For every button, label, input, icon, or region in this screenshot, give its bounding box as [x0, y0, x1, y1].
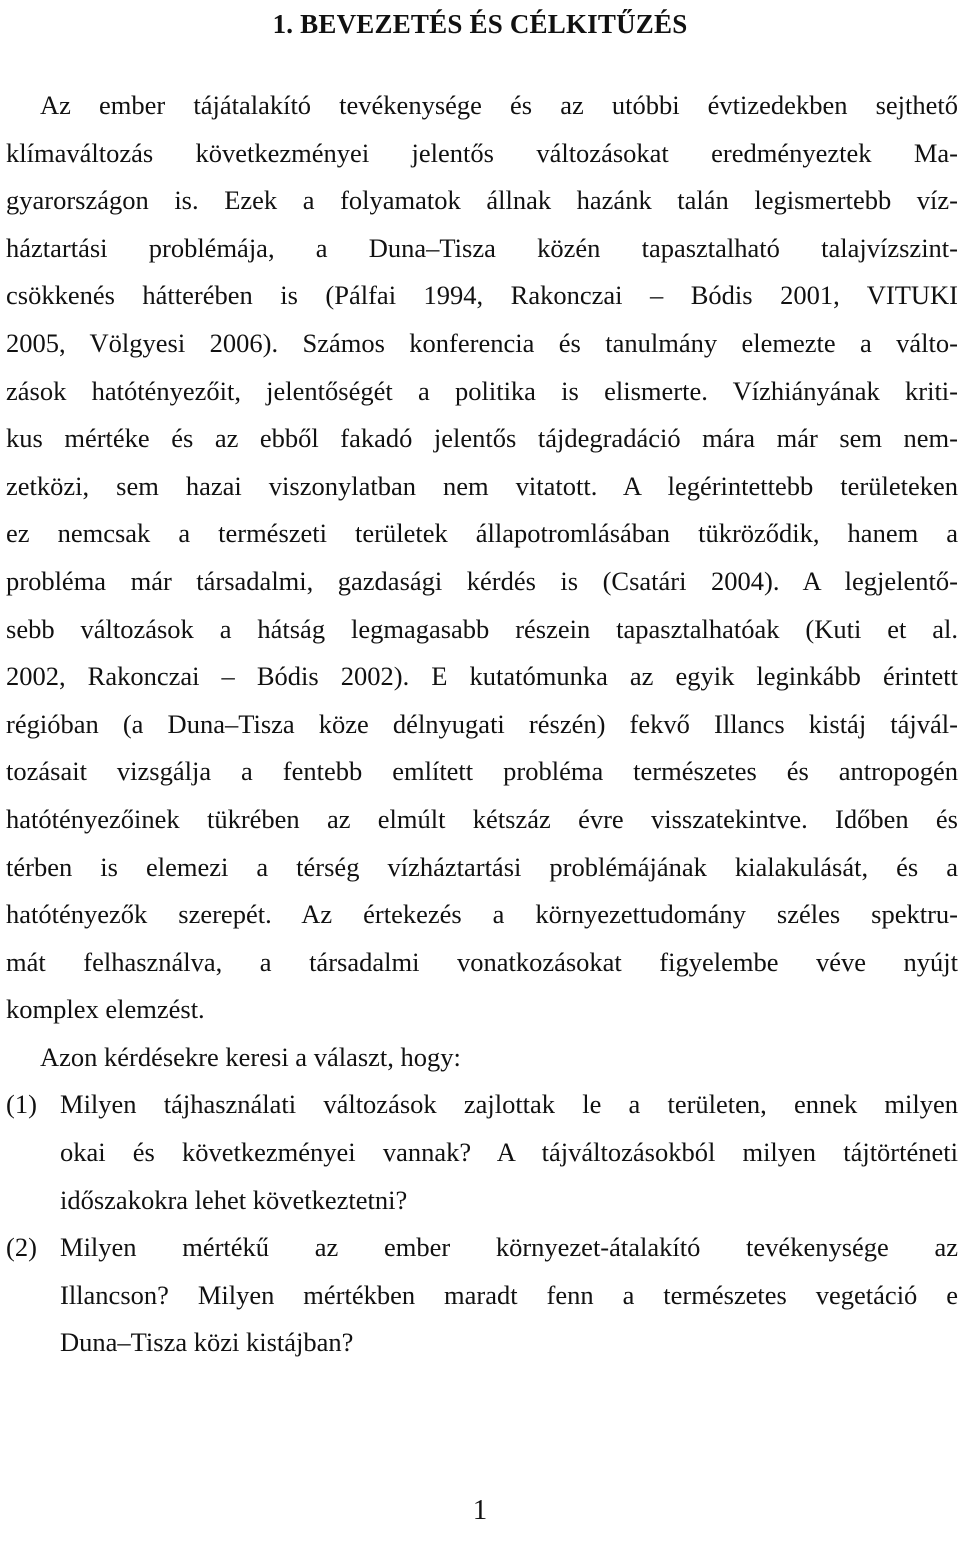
text-line: klímaváltozás következményei jelentős változásokat eredményeztek Ma-: [6, 137, 958, 168]
text-line: komplex elemzést.: [6, 994, 205, 1025]
page-number: 1: [472, 1494, 488, 1526]
text-line: gyarországon is. Ezek a folyamatok állnak hazánk talán legismertebb víz-: [6, 185, 958, 216]
text-line: tozásait vizsgálja a fentebb említett probléma természetes és antropogén: [6, 756, 958, 787]
chapter-heading: 1. BEVEZETÉS ÉS CÉLKITŰZÉS: [272, 9, 688, 39]
text-line: Milyen tájhasználati változások zajlottak le a területen, ennek milyen: [60, 1089, 958, 1120]
text-line: Illancson? Milyen mértékben maradt fenn a természetes vegetáció e: [60, 1279, 958, 1310]
question-number: (2): [6, 1232, 37, 1263]
question-number: (1): [6, 1089, 37, 1120]
text-line: ez nemcsak a természeti területek állapotromlásában tükröződik, hanem a: [6, 518, 958, 549]
text-line: Duna–Tisza közi kistájban?: [60, 1327, 354, 1358]
text-line: régióban (a Duna–Tisza köze délnyugati részén) fekvő Illancs kistáj tájvál-: [6, 708, 958, 739]
text-line: hatótényezőinek tükrében az elmúlt kétszáz évre visszatekintve. Időben és: [6, 803, 958, 834]
text-line: háztartási problémája, a Duna–Tisza közén tapasztalható talajvízszint-: [6, 232, 958, 263]
text-line: okai és következményei vannak? A tájváltozásokból milyen tájtörténeti: [60, 1137, 958, 1168]
text-line: zetközi, sem hazai viszonylatban nem vitatott. A legérintettebb területeken: [6, 470, 958, 501]
text-line: sebb változások a hátság legmagasabb részein tapasztalhatóak (Kuti et al.: [6, 613, 958, 644]
text-line: Milyen mértékű az ember környezet-átalakító tevékenysége az: [60, 1232, 958, 1263]
text-line: időszakokra lehet következtetni?: [60, 1184, 408, 1215]
text-line: hatótényezők szerepét. Az értekezés a környezettudomány széles spektru-: [6, 899, 958, 930]
text-line: zások hatótényezőit, jelentőségét a politika is elismerte. Vízhiányának kriti-: [6, 375, 958, 406]
text-line: 2005, Völgyesi 2006). Számos konferencia és tanulmány elemezte a válto-: [6, 327, 958, 358]
text-line: Az ember tájátalakító tevékenysége és az utóbbi évtizedekben sejthető: [40, 90, 958, 120]
text-line: kus mértéke és az ebből fakadó jelentős tájdegradáció mára már sem nem-: [6, 423, 958, 454]
text-line: mát felhasználva, a társadalmi vonatkozásokat figyelembe véve nyújt: [6, 946, 958, 977]
body-text: [6, 82, 958, 1367]
question-item-1: [6, 1081, 958, 1224]
text-line: csökkenés hátterében is (Pálfai 1994, Rakonczai – Bódis 2001, VITUKI: [6, 280, 958, 311]
paragraph-intro: [6, 82, 958, 1034]
paragraph-questions-intro: Azon kérdésekre keresi a választ, hogy:: [40, 1041, 461, 1072]
text-line: térben is elemezi a térség vízháztartási problémájának kialakulását, és a: [6, 851, 958, 882]
text-line: 2002, Rakonczai – Bódis 2002). E kutatómunka az egyik leginkább érintett: [6, 661, 958, 692]
text-line: probléma már társadalmi, gazdasági kérdés is (Csatári 2004). A legjelentő-: [6, 565, 958, 596]
question-item-2: [6, 1224, 958, 1367]
